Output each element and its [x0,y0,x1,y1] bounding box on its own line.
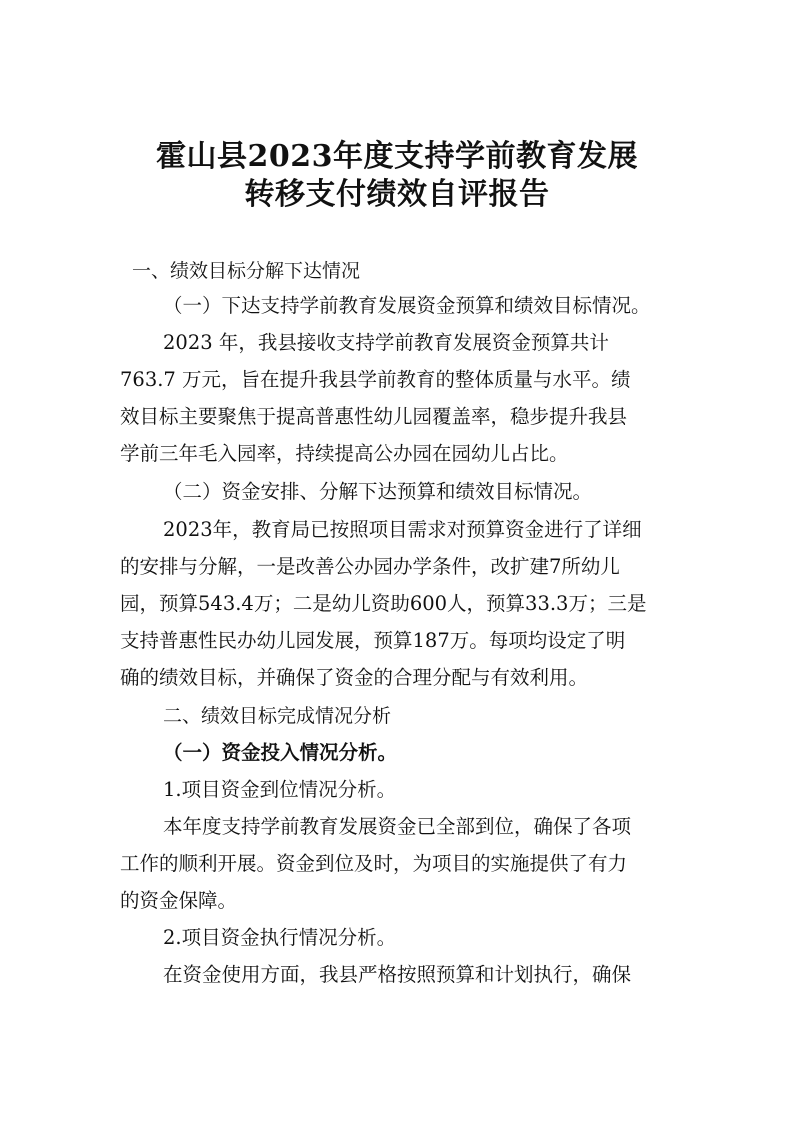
paragraph-line: 效目标主要聚焦于提高普惠性幼儿园覆盖率，稳步提升我县 [120,405,628,428]
paragraph-line: 763.7 万元，旨在提升我县学前教育的整体质量与水平。绩 [120,368,631,391]
section-heading-1: 一、绩效目标分解下达情况 [132,260,361,282]
section-heading-2: 二、绩效目标完成情况分析 [163,705,392,727]
item-heading-2: 2.项目资金执行情况分析。 [163,926,397,949]
item-heading-1: 1.项目资金到位情况分析。 [163,778,397,801]
paragraph-line: 学前三年毛入园率，持续提高公办园在园幼儿占比。 [120,442,569,465]
paragraph-line: 的资金保障。 [120,889,238,912]
document-title-line-1: 霍山县2023年度支持学前教育发展 [156,139,638,174]
paragraph-line: 2023年，教育局已按照项目需求对预算资金进行了详细 [163,518,642,541]
document-title-line-2: 转移支付绩效自评报告 [244,177,550,212]
paragraph-line: 工作的顺利开展。资金到位及时，为项目的实施提供了有力 [120,852,628,875]
subsection-heading-1-1: （一）下达支持学前教育发展资金预算和绩效目标情况。 [163,294,651,317]
paragraph-line: 的安排与分解，一是改善公办园办学条件，改扩建7所幼儿 [120,555,620,578]
subsection-heading-1-2: （二）资金安排、分解下达预算和绩效目标情况。 [163,480,593,503]
subsection-heading-2-1: （一）资金投入情况分析。 [163,741,398,764]
paragraph-line: 2023 年，我县接收支持学前教育发展资金预算共计 [163,331,609,354]
paragraph-line: 确的绩效目标，并确保了资金的合理分配与有效利用。 [120,666,589,689]
paragraph-line: 园，预算543.4万；二是幼儿资助600人，预算33.3万；三是 [120,592,647,615]
paragraph-line: 支持普惠性民办幼儿园发展，预算187万。每项均设定了明 [120,629,626,652]
paragraph-line: 在资金使用方面，我县严格按照预算和计划执行，确保 [163,963,632,986]
paragraph-line: 本年度支持学前教育发展资金已全部到位，确保了各项 [163,815,632,838]
